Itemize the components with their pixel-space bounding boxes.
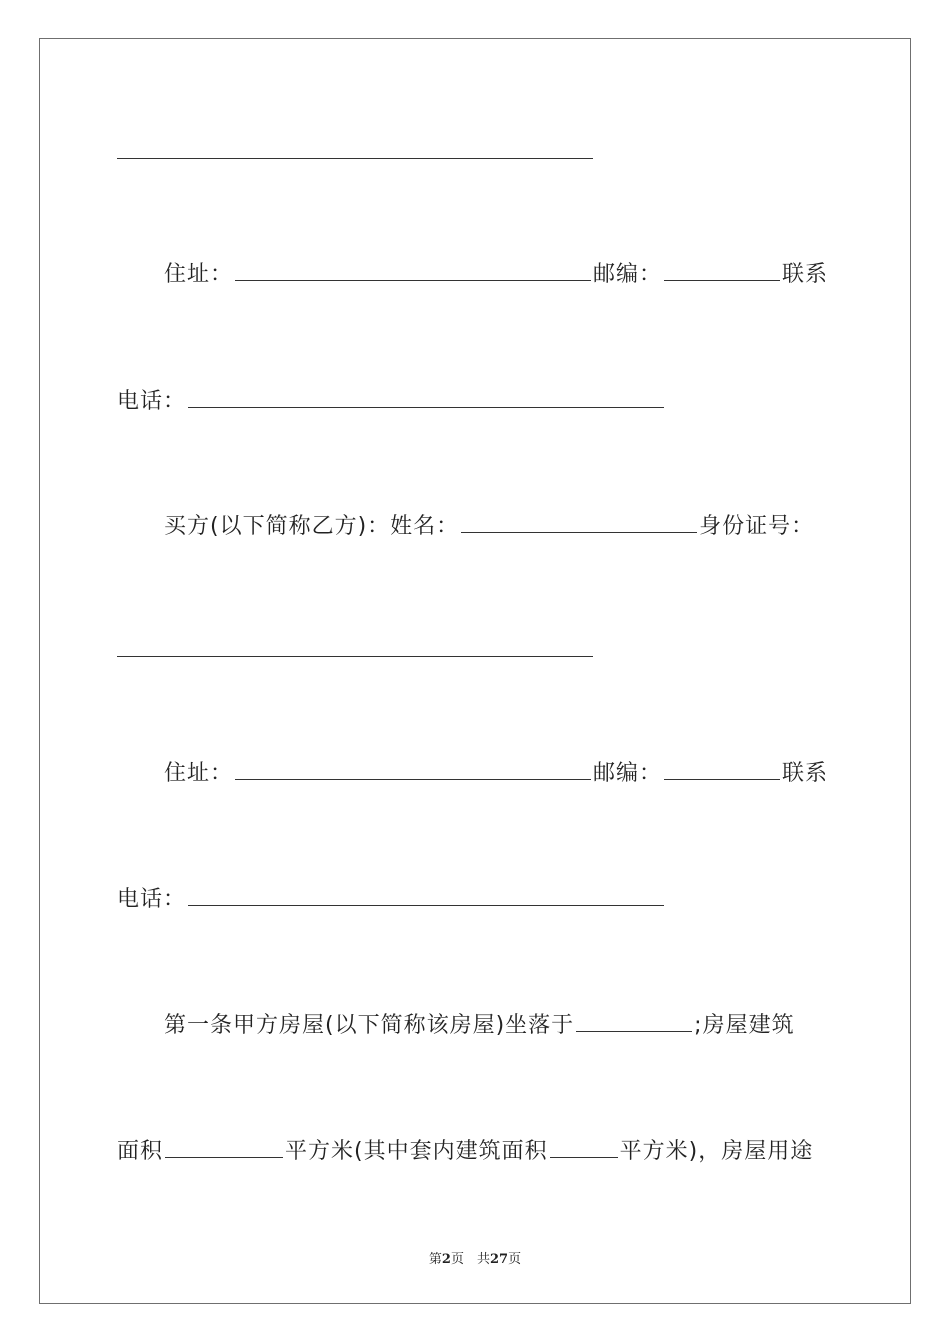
article1-line xyxy=(164,1009,795,1041)
seller-phone-line xyxy=(117,385,666,417)
area-line xyxy=(117,1135,813,1167)
footer-suffix: 页 xyxy=(508,1252,522,1267)
buyer-address-line xyxy=(164,757,828,789)
buyer-phone-label: 电话： xyxy=(117,887,187,912)
buyer-name-line xyxy=(164,510,814,542)
article1-text-2: ;房屋建筑 xyxy=(694,1013,795,1038)
area-unit-text: 平方米(其中套内建筑面积 xyxy=(285,1139,548,1164)
seller-address-line xyxy=(164,258,828,290)
building-area-blank[interactable] xyxy=(165,1135,283,1158)
inner-area-blank[interactable] xyxy=(550,1135,618,1158)
property-location-blank[interactable] xyxy=(576,1009,692,1032)
seller-id-blank[interactable] xyxy=(117,158,593,159)
area-label: 面积 xyxy=(117,1139,164,1164)
seller-address-blank[interactable] xyxy=(235,258,591,281)
page-border xyxy=(39,38,911,1304)
footer-page-number: 2 xyxy=(441,1252,451,1267)
buyer-address-blank[interactable] xyxy=(235,757,591,780)
page-footer xyxy=(0,1248,950,1267)
seller-contact-label: 联系 xyxy=(782,262,829,287)
seller-address-label: 住址： xyxy=(164,262,234,287)
buyer-name-blank[interactable] xyxy=(461,510,697,533)
footer-total-pages: 27 xyxy=(489,1252,509,1267)
buyer-id-label: 身份证号： xyxy=(699,514,815,539)
buyer-phone-line xyxy=(117,883,666,915)
seller-postcode-label: 邮编： xyxy=(593,262,663,287)
buyer-address-label: 住址： xyxy=(164,761,234,786)
buyer-postcode-blank[interactable] xyxy=(664,757,780,780)
seller-postcode-blank[interactable] xyxy=(664,258,780,281)
inner-unit-text: 平方米)，房屋用途 xyxy=(619,1139,814,1164)
buyer-line-label: 买方(以下简称乙方)：姓名： xyxy=(164,514,460,539)
buyer-id-blank[interactable] xyxy=(117,656,593,657)
footer-prefix: 第 xyxy=(428,1252,442,1267)
buyer-postcode-label: 邮编： xyxy=(593,761,663,786)
seller-phone-blank[interactable] xyxy=(188,385,664,408)
seller-phone-label: 电话： xyxy=(117,389,187,414)
article1-text: 第一条甲方房屋(以下简称该房屋)坐落于 xyxy=(164,1013,575,1038)
footer-mid: 页 共 xyxy=(450,1252,490,1267)
buyer-contact-label: 联系 xyxy=(782,761,829,786)
buyer-phone-blank[interactable] xyxy=(188,883,664,906)
